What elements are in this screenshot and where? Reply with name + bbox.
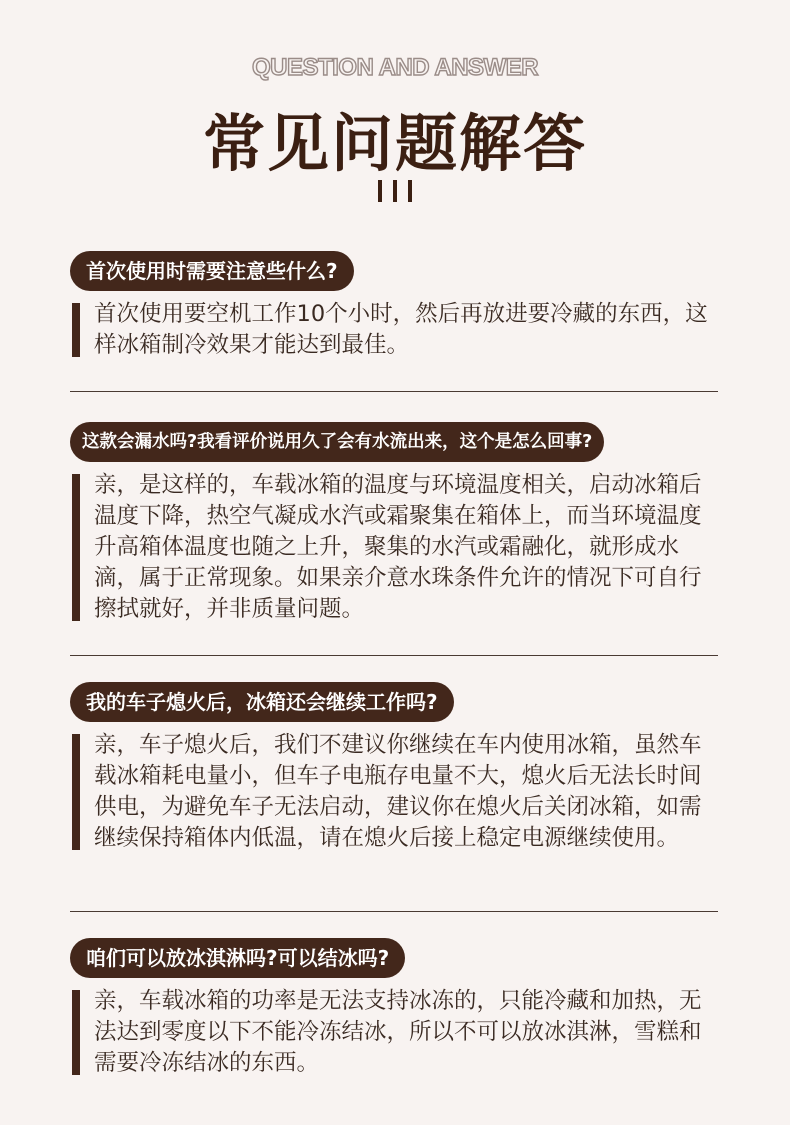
question-label: 这款会漏水吗?我看评价说用久了会有水流出来，这个是怎么回事? <box>70 422 604 462</box>
answer-accent-bar <box>72 990 80 1075</box>
section-divider <box>70 391 718 392</box>
answer-accent-bar <box>72 734 80 850</box>
qa-item-2 <box>70 422 718 625</box>
answer-block <box>70 986 718 1079</box>
answer-block <box>70 299 718 361</box>
divider-stroke <box>408 180 412 202</box>
answer-text: 亲，是这样的，车载冰箱的温度与环境温度相关，启动冰箱后温度下降，热空气凝成水汽或霜聚集在箱体上，而当环境温度升高箱体温度也随之上升，聚集的水汽或霜融化，就形成水滴，属于正常现象。如果亲介意水珠条件允许的情况下可自行擦拭就好，并非质量问题。 <box>94 472 702 622</box>
page-header <box>0 0 790 220</box>
answer-accent-bar <box>72 474 80 621</box>
header-subtitle: QUESTION AND ANSWER <box>251 54 539 81</box>
answer-accent-bar <box>72 303 80 357</box>
question-label: 我的车子熄火后，冰箱还会继续工作吗? <box>70 682 454 722</box>
question-label: 首次使用时需要注意些什么? <box>70 251 354 291</box>
title-divider-mark <box>378 180 412 202</box>
qa-item-1 <box>70 251 718 361</box>
answer-text: 亲，车载冰箱的功率是无法支持冰冻的，只能冷藏和加热，无法达到零度以下不能冷冻结冰，所以不可以放冰淇淋，雪糕和需要冷冻结冰的东西。 <box>94 988 702 1076</box>
divider-stroke <box>393 180 397 202</box>
answer-text: 首次使用要空机工作10个小时，然后再放进要冷藏的东西，这样冰箱制冷效果才能达到最佳。 <box>94 301 708 358</box>
divider-stroke <box>378 180 382 202</box>
section-divider <box>70 911 718 912</box>
answer-block <box>70 470 718 625</box>
qa-item-3 <box>70 682 718 854</box>
answer-block <box>70 730 718 854</box>
qa-item-4 <box>70 938 718 1079</box>
question-label: 咱们可以放冰淇淋吗?可以结冰吗? <box>70 938 405 978</box>
section-divider <box>70 655 718 656</box>
page-title: 常见问题解答 <box>202 107 587 180</box>
answer-text: 亲，车子熄火后，我们不建议你继续在车内使用冰箱，虽然车载冰箱耗电量小，但车子电瓶存电量不大，熄火后无法长时间供电，为避免车子无法启动，建议你在熄火后关闭冰箱，如需继续保持箱体内低温，请在熄火后接上稳定电源继续使用。 <box>94 732 702 851</box>
